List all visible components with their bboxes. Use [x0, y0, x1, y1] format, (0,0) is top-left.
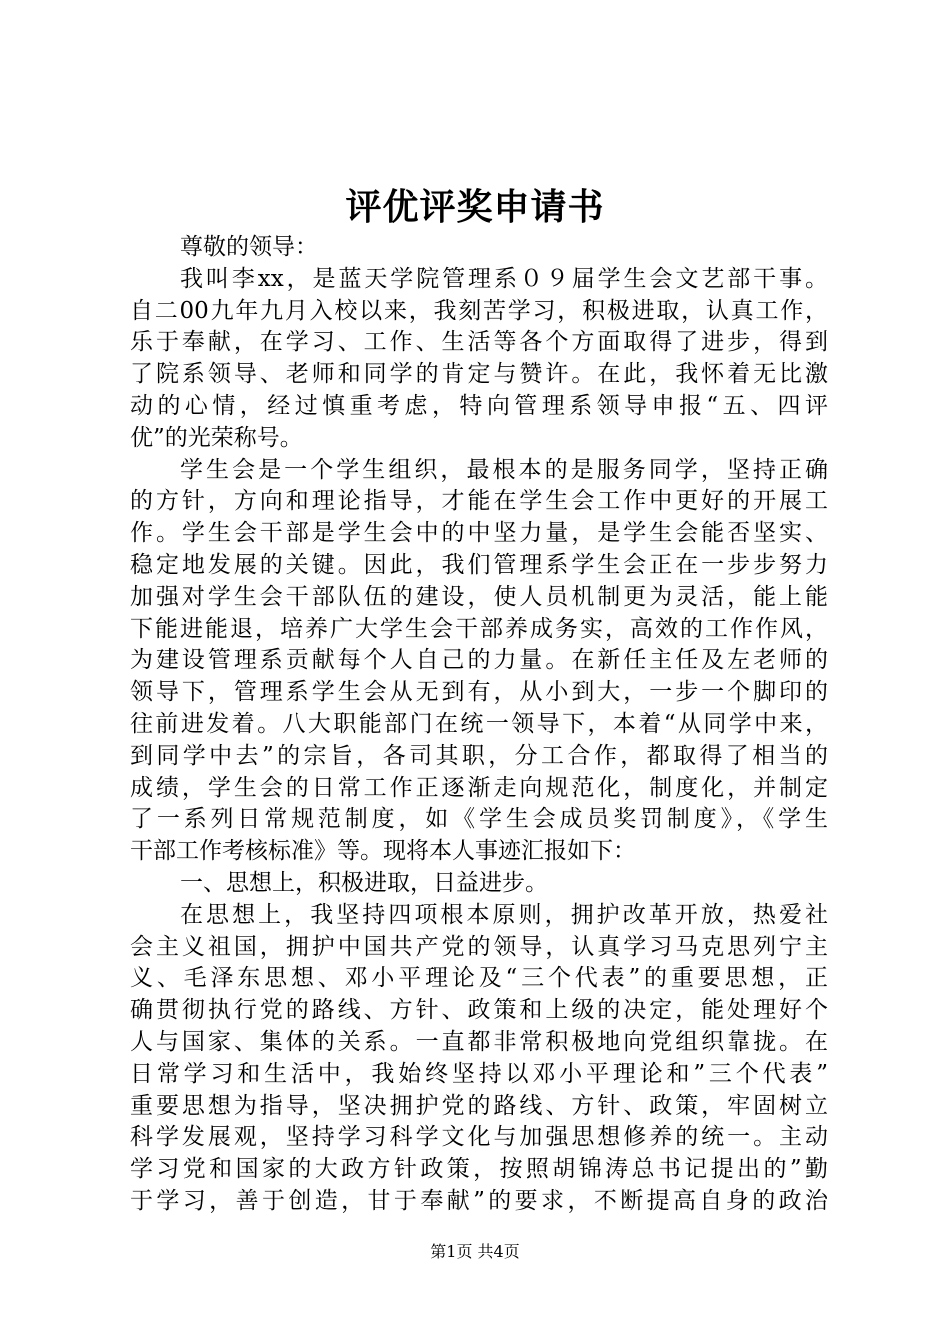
text-line: 乐于奉献，在学习、工作、生活等各个方面取得了进步，得到 [130, 329, 828, 356]
text-line: 优”的光荣称号。 [130, 424, 303, 451]
text-line: 加强对学生会干部队伍的建设，使人员机制更为灵活，能上能 [130, 583, 828, 610]
text-line: 干部工作考核标准》等。现将本人事迹汇报如下： [130, 838, 636, 865]
text-line: 一、思想上，积极进取，日益进步。 [180, 869, 548, 896]
text-line: 作。学生会干部是学生会中的中坚力量，是学生会能否坚实、 [130, 520, 828, 547]
text-line: 人与国家、集体的关系。一直都非常积极地向党组织靠拢。在 [130, 1028, 828, 1055]
text-line: 会主义祖国，拥护中国共产党的领导，认真学习马克思列宁主 [130, 933, 828, 960]
text-line: 义、毛泽东思想、邓小平理论及“三个代表”的重要思想，正 [130, 965, 828, 992]
text-line: 到同学中去”的宗旨，各司其职，分工合作，都取得了相当的 [130, 742, 828, 769]
text-line: 的方针，方向和理论指导，才能在学生会工作中更好的开展工 [130, 488, 828, 515]
document-title: 评优评奖申请书 [345, 186, 605, 228]
document-body [130, 232, 828, 1218]
text-line: 尊敬的领导： [180, 234, 318, 260]
text-line: 学习党和国家的大政方针政策，按照胡锦涛总书记提出的”勤 [130, 1156, 828, 1183]
text-line: 领导下，管理系学生会从无到有，从小到大，一步一个脚印的 [130, 679, 828, 706]
text-line: 往前进发着。八大职能部门在统一领导下，本着“从同学中来， [130, 710, 828, 737]
text-line: 为建设管理系贡献每个人自己的力量。在新任主任及左老师的 [130, 647, 828, 674]
text-line: 在思想上，我坚持四项根本原则，拥护改革开放，热爱社 [180, 901, 828, 928]
text-line: 确贯彻执行党的路线、方针、政策和上级的决定，能处理好个 [130, 997, 828, 1024]
text-line: 了一系列日常规范制度，如《学生会成员奖罚制度》，《学生 [130, 806, 828, 833]
text-line: 动的心情，经过慎重考虑，特向管理系领导申报“五、四评 [130, 392, 828, 419]
text-line: 学生会是一个学生组织，最根本的是服务同学，坚持正确 [180, 456, 828, 483]
text-line: 科学发展观，坚持学习科学文化与加强思想修养的统一。主动 [130, 1124, 828, 1151]
text-line: 日常学习和生活中，我始终坚持以邓小平理论和”三个代表” [130, 1060, 828, 1087]
text-line: 我叫李xx，是蓝天学院管理系０９届学生会文艺部干事。 [180, 265, 828, 292]
text-line: 重要思想为指导，坚决拥护党的路线、方针、政策，牢固树立 [130, 1092, 828, 1119]
text-line: 下能进能退，培养广大学生会干部养成务实，高效的工作作风， [130, 615, 828, 642]
page-footer: 第1页 共4页 [430, 1242, 520, 1261]
text-line: 成绩，学生会的日常工作正逐渐走向规范化，制度化，并制定 [130, 774, 828, 801]
text-line: 了院系领导、老师和同学的肯定与赞许。在此，我怀着无比激 [130, 361, 828, 388]
text-line: 于学习，善于创造，甘于奉献”的要求，不断提高自身的政治 [130, 1187, 828, 1214]
text-line: 自二00九年九月入校以来，我刻苦学习，积极进取，认真工作， [130, 297, 828, 324]
text-line: 稳定地发展的关键。因此，我们管理系学生会正在一步步努力 [130, 551, 828, 578]
